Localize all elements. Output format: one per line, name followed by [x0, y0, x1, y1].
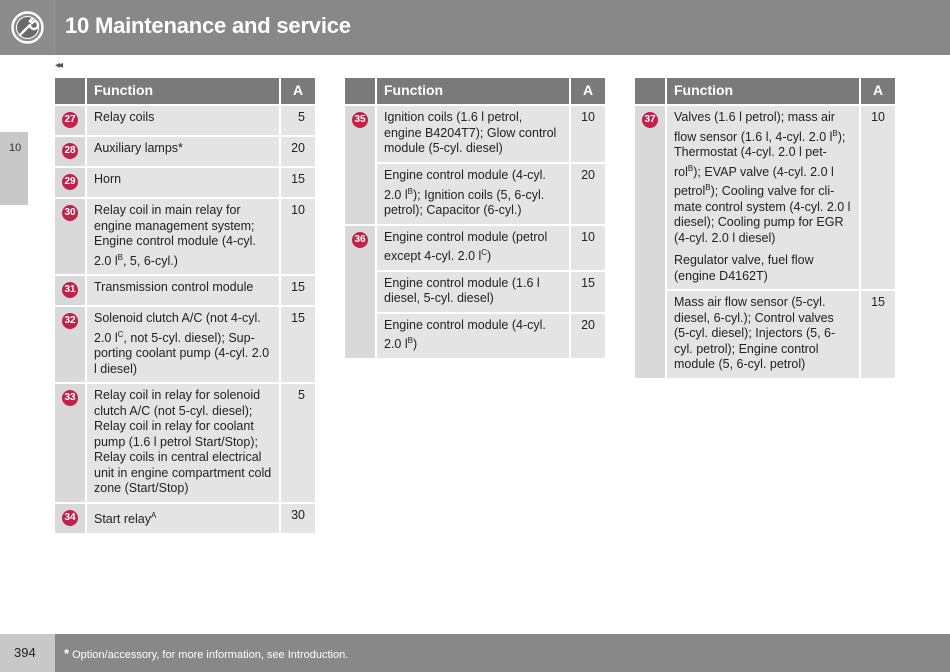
function-text: Horn — [85, 168, 279, 197]
table-row — [85, 384, 315, 502]
chapter-logo — [0, 0, 55, 55]
amperage-value: 15 — [279, 276, 315, 305]
table-row — [85, 168, 315, 197]
fuse-group — [345, 104, 605, 224]
function-text: Engine control module (petrol except 4-cyl. 2.0 $l^C$) — [375, 226, 569, 270]
header-amperage: A — [279, 78, 315, 104]
table-row — [375, 270, 605, 312]
amperage-value: 20 — [279, 137, 315, 166]
function-text: Relay coil in main relay for engine management system; Engine control module (4-cyl. 2.0 $l^B$, 5, 6-cyl.) — [85, 199, 279, 274]
fuse-number-badge: 28 — [62, 143, 78, 159]
fuse-group — [55, 502, 315, 533]
fuse-number-cell — [55, 276, 85, 305]
amperage-value: 10 — [569, 226, 605, 270]
function-text: Valves (1.6 l petrol); mass air flow sensor (1.6 l, 4-cyl. 2.0 $l^B$); Thermostat (4-cyl. 2.0 l pet-rol$^B$); EVAP valve (4-cyl. 2.0 l petrol$^B$); Cooling valve for cli-mate control system (4-cyl. 2.0 l diesel); Cooling pump for EGR (4-cyl. 2.0 l diesel) Regulator valve, fuel flow (engine D4162T) — [665, 106, 859, 289]
fuse-number-badge: 31 — [62, 282, 78, 298]
fuse-number-badge: 27 — [62, 112, 78, 128]
fuse-number-cell — [635, 106, 665, 378]
amperage-value: 15 — [279, 168, 315, 197]
fuse-group — [55, 197, 315, 274]
header-function: Function — [85, 78, 279, 104]
header-function: Function — [665, 78, 859, 104]
chapter-tab — [0, 132, 28, 205]
fuse-number-cell — [55, 307, 85, 382]
fuse-number-badge: 33 — [62, 390, 78, 406]
fuse-number-badge: 29 — [62, 174, 78, 190]
table-row — [665, 106, 895, 289]
fuse-number-cell — [55, 199, 85, 274]
fuse-number-badge: 37 — [642, 112, 658, 128]
function-text: Auxiliary lamps* — [85, 137, 279, 166]
function-text: Relay coils — [85, 106, 279, 135]
page-footer — [0, 634, 950, 672]
amperage-value: 30 — [279, 504, 315, 533]
wrench-gear-icon — [11, 11, 44, 44]
fuse-number-cell — [55, 137, 85, 166]
function-text: Engine control module (1.6 l diesel, 5-cyl. diesel) — [375, 272, 569, 312]
fuse-group — [55, 166, 315, 197]
function-text: Mass air flow sensor (5-cyl. diesel, 6-cyl.); Control valves (5-cyl. diesel); Injectors (5, 6-cyl. petrol); Engine control module (5, 6-cyl. petrol) — [665, 291, 859, 378]
fuse-number-badge: 35 — [352, 112, 368, 128]
table-row — [375, 162, 605, 224]
amperage-value: 5 — [279, 106, 315, 135]
amperage-value: 10 — [859, 106, 895, 289]
table-row — [85, 276, 315, 305]
fuse-number-cell — [345, 106, 375, 224]
fuse-table-1 — [55, 78, 315, 533]
fuse-group — [55, 104, 315, 135]
header-number-cell — [635, 78, 665, 104]
fuse-number-badge: 34 — [62, 510, 78, 526]
page-header — [0, 0, 950, 55]
fuse-number-badge: 30 — [62, 205, 78, 221]
function-text: Relay coil in relay for solenoid clutch A/C (not 5-cyl. diesel); Relay coil in relay for coolant pump (1.6 l petrol Start/Stop); Relay coils in central electrical unit in engine compartment cold zone (Start/Stop) — [85, 384, 279, 502]
page-title: 10 Maintenance and service — [65, 13, 351, 38]
function-extra: Regulator valve, fuel flow (engine D4162T) — [674, 253, 814, 283]
amperage-value: 15 — [279, 307, 315, 382]
fuse-number-cell — [55, 384, 85, 502]
function-text: Engine control module (4-cyl. 2.0 $l^B$) — [375, 314, 569, 358]
amperage-value: 10 — [569, 106, 605, 162]
table-row — [85, 137, 315, 166]
amperage-value: 20 — [569, 164, 605, 224]
fuse-group — [55, 382, 315, 502]
table-row — [375, 106, 605, 162]
amperage-value: 15 — [569, 272, 605, 312]
fuse-group — [345, 224, 605, 358]
footnote-star: * — [64, 646, 70, 661]
amperage-value: 15 — [859, 291, 895, 378]
page-number: 394 — [14, 645, 36, 660]
function-text: Ignition coils (1.6 l petrol, engine B4204T7); Glow control module (5-cyl. diesel) — [375, 106, 569, 162]
table-row — [85, 199, 315, 274]
amperage-value: 5 — [279, 384, 315, 502]
function-text: Start relay$^A$ — [85, 504, 279, 533]
header-amperage: A — [569, 78, 605, 104]
table-row — [375, 226, 605, 270]
fuse-number-cell — [55, 504, 85, 533]
table-header-row — [345, 78, 605, 104]
fuse-group — [55, 135, 315, 166]
table-header-row — [55, 78, 315, 104]
header-function: Function — [375, 78, 569, 104]
fuse-table-2 — [345, 78, 605, 358]
table-row — [85, 307, 315, 382]
header-number-cell — [55, 78, 85, 104]
table-row — [85, 504, 315, 533]
table-row — [85, 106, 315, 135]
fuse-number-badge: 36 — [352, 232, 368, 248]
fuse-number-badge: 32 — [62, 313, 78, 329]
table-row — [665, 289, 895, 378]
footnote — [64, 646, 348, 661]
continued-marker: ◂◂ — [55, 60, 62, 71]
table-header-row — [635, 78, 895, 104]
amperage-value: 10 — [279, 199, 315, 274]
table-row — [375, 312, 605, 358]
page-number-box — [0, 634, 55, 672]
header-number-cell — [345, 78, 375, 104]
fuse-table-3 — [635, 78, 895, 378]
function-text: Engine control module (4-cyl. 2.0 $l^B$); Ignition coils (5, 6-cyl. petrol); Capacitor (6-cyl.) — [375, 164, 569, 224]
fuse-group — [635, 104, 895, 378]
header-amperage: A — [859, 78, 895, 104]
fuse-number-cell — [55, 168, 85, 197]
fuse-group — [55, 305, 315, 382]
fuse-number-cell — [345, 226, 375, 358]
fuse-group — [55, 274, 315, 305]
amperage-value: 20 — [569, 314, 605, 358]
fuse-number-cell — [55, 106, 85, 135]
footnote-text: Option/accessory, for more information, see Introduction. — [72, 649, 349, 661]
function-text: Transmission control module — [85, 276, 279, 305]
chapter-number: 10 — [9, 142, 22, 154]
function-text: Solenoid clutch A/C (not 4-cyl. 2.0 $l^C$, not 5-cyl. diesel); Sup-porting coolant pump (4-cyl. 2.0 l diesel) — [85, 307, 279, 382]
